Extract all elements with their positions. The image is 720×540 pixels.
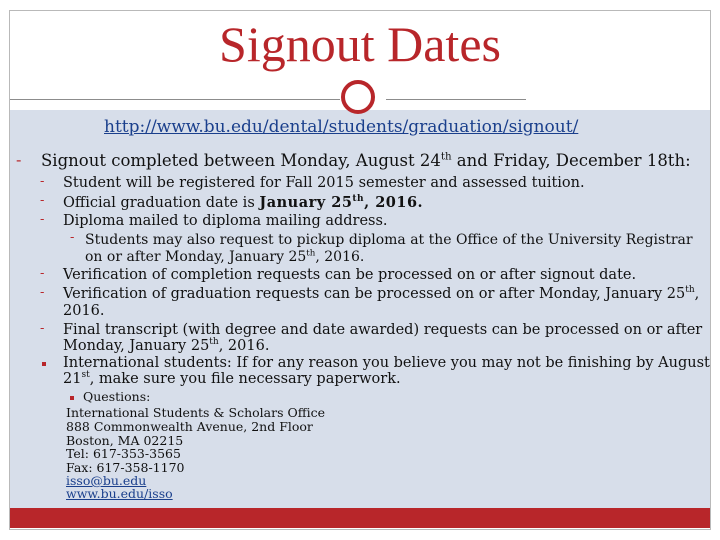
sub-list-item-cont xyxy=(85,249,364,265)
sub-list-item: Students may also request to pickup diploma at the Office of the University Registrar xyxy=(85,232,693,248)
superscript: th xyxy=(440,151,452,163)
contact-email-link[interactable]: isso@bu.edu xyxy=(66,473,147,488)
list-item-part: , 2016. xyxy=(218,338,270,354)
bullet-dash: - xyxy=(40,321,45,336)
bullet-dash: - xyxy=(40,193,45,208)
title-divider-right xyxy=(386,99,526,100)
bullet-dash: - xyxy=(40,212,45,227)
list-item-part: , make sure you file necessary paperwork. xyxy=(89,371,401,387)
contact-web-link[interactable]: www.bu.edu/isso xyxy=(66,486,173,501)
title-divider-left xyxy=(10,99,340,100)
list-item: International students: If for any reason you believe you may not be finishing by August xyxy=(63,355,710,371)
bullet-square xyxy=(42,362,46,366)
bullet-dash: - xyxy=(70,230,75,245)
contact-street: 888 Commonwealth Avenue, 2nd Floor xyxy=(66,419,313,434)
list-item-cont: 2016. xyxy=(63,303,105,319)
list-item-part: Verification of graduation requests can be processed on or after Monday, January 25 xyxy=(63,286,686,302)
contact-web-row xyxy=(66,487,173,501)
list-item-cont xyxy=(63,338,269,354)
graduation-date: January 25 xyxy=(259,194,353,211)
bullet-dash: - xyxy=(40,285,45,300)
list-item: Diploma mailed to diploma mailing address. xyxy=(63,213,388,229)
list-item-part: Monday, January 25 xyxy=(63,338,210,354)
bullet-dash: - xyxy=(40,266,45,281)
bottom-accent-bar xyxy=(10,508,710,528)
superscript: th xyxy=(352,194,365,205)
sub-list-item-part: , 2016. xyxy=(315,249,365,265)
bullet-dash: - xyxy=(40,174,45,189)
list-item: Student will be registered for Fall 2015 semester and assessed tuition. xyxy=(63,175,585,191)
contact-fax: Fax: 617-358-1170 xyxy=(66,460,185,475)
sub-list-item-part: on or after Monday, January 25 xyxy=(85,249,307,265)
list-item: Verification of completion requests can be processed on or after signout date. xyxy=(63,267,637,283)
superscript: th xyxy=(209,337,219,348)
main-bullet-part: Signout completed between Monday, August 24 xyxy=(41,151,441,170)
questions-label: Questions: xyxy=(83,389,151,404)
main-bullet-part: and Friday, December 18th: xyxy=(451,151,691,170)
list-item xyxy=(63,286,699,302)
graduation-date-year: , 2016. xyxy=(364,194,424,211)
contact-city: Boston, MA 02215 xyxy=(66,433,184,448)
list-item-part: 21 xyxy=(63,371,82,387)
main-bullet-text xyxy=(41,151,691,170)
page-title: Signout Dates xyxy=(219,16,501,72)
circle-ornament-icon xyxy=(341,80,375,114)
list-item: Final transcript (with degree and date awarded) requests can be processed on or after xyxy=(63,322,703,338)
superscript: th xyxy=(306,248,316,259)
list-item-part: Official graduation date is xyxy=(63,195,260,211)
bullet-dash: - xyxy=(16,150,22,169)
contact-tel: Tel: 617-353-3565 xyxy=(66,446,181,461)
contact-office: International Students & Scholars Office xyxy=(66,405,325,420)
signout-url-link[interactable]: http://www.bu.edu/dental/students/graduation/signout/ xyxy=(104,117,579,137)
list-item xyxy=(63,194,423,211)
bullet-square xyxy=(70,396,74,400)
list-item-part: , xyxy=(694,286,700,302)
superscript: th xyxy=(685,285,695,296)
list-item-cont xyxy=(63,371,401,387)
superscript: st xyxy=(81,370,90,381)
